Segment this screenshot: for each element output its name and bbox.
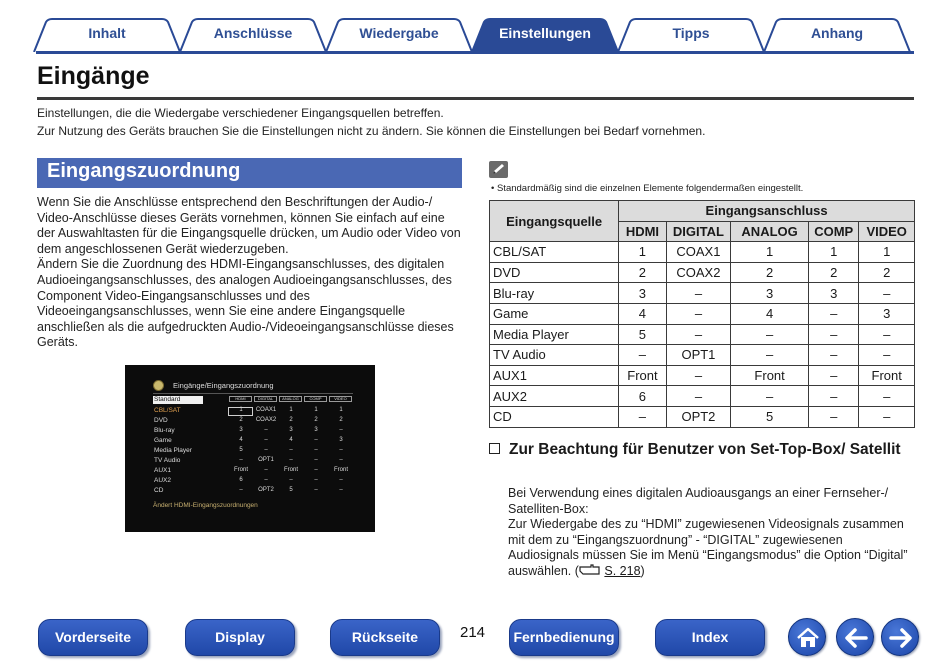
screen-cell: – [264,467,268,473]
screen-col-header: HDMI [229,396,252,402]
table-row [490,283,915,304]
section-paragraph-2: Ändern Sie die Zuordnung des HDMI-Eingangsanschlusses, des digitalen Audioeingangsanschlusses, des analogen Audioeingangsanschlusses, des Component Video-Eingangsanschlusses und des Videoeingangsanschlusses, wenn Sie eine andere Eingangsquelle anschließen als die aufgedruckten Audio-/Videoeingangsanschlüsse dieses Geräts. [37,257,454,350]
screen-cell: 2 [289,417,293,423]
screen-cell: 3 [314,427,318,433]
table-row [490,365,915,386]
table-cell: – [859,406,915,427]
table-cell: OPT2 [666,406,731,427]
screen-row [153,417,353,427]
forward-button[interactable] [881,618,919,656]
screen-cell: – [289,457,293,463]
section-paragraph-1: Wenn Sie die Anschlüsse entsprechend den Beschriftungen der Audio-/ Video-Anschlüsse dieses Geräts vornehmen, können Sie einfach auf eine der Auswahltasten für die Eingangsquelle drücken, um Audio oder Video von dem angeschlossenen Gerät wiederzugeben. [37,195,461,256]
home-button[interactable] [788,618,826,656]
table-cell-source: CD [490,406,619,427]
table-cell: – [859,324,915,345]
input-assign-table [489,200,915,428]
screen-row-name: DVD [154,417,168,424]
screen-cell: 2 [314,417,318,423]
table-cell: – [808,386,858,407]
table-cell: – [731,324,809,345]
table-cell: – [619,345,666,366]
screen-cell: 4 [239,437,243,443]
tab-underline [36,51,914,54]
table-cell-source: DVD [490,262,619,283]
table-cell-source: AUX1 [490,365,619,386]
screen-row-name: Blu-ray [154,427,175,434]
screen-cell: 5 [239,447,243,453]
table-row [490,242,915,263]
table-cell: 1 [619,242,666,263]
table-cell: – [666,303,731,324]
screen-col-header: VIDEO [329,396,352,402]
screen-cell: 2 [239,417,243,423]
subsection-heading [489,440,909,459]
screen-cell: – [339,477,343,483]
subsection-body [508,486,908,580]
page-title: Eingänge [37,62,150,90]
table-row [490,262,915,283]
table-cell: – [808,345,858,366]
screen-cell: – [289,477,293,483]
tab-4[interactable] [470,18,620,52]
table-col-header: VIDEO [859,221,915,242]
tab-label: Anschlüsse [213,25,293,41]
table-col-header: COMP [808,221,858,242]
screen-cell: OPT2 [258,487,274,493]
table-row [490,324,915,345]
arrow-right-icon [882,619,920,657]
table-cell: 3 [619,283,666,304]
section-body [37,195,462,351]
screen-row [153,427,353,437]
table-header-group: Eingangsanschluss [619,201,915,222]
screen-col-header: ANALOG [279,396,302,402]
table-row [490,386,915,407]
tab-1[interactable] [32,18,182,52]
screen-cell: – [289,447,293,453]
table-cell: Front [731,365,809,386]
note-text: • Standardmäßig sind die einzelnen Elemente folgendermaßen eingestellt. [491,183,804,194]
screen-cell: OPT1 [258,457,274,463]
screen-cell: 1 [314,407,318,413]
screen-cell: Front [333,467,348,473]
display-button[interactable]: Display [185,619,295,656]
table-cell: 1 [808,242,858,263]
screen-title: Eingänge/Eingangszuordnung [173,381,274,390]
subsection-paragraph-2 [508,517,908,579]
table-cell: – [666,365,731,386]
screen-row-name: AUX1 [154,467,171,474]
table-cell-source: Media Player [490,324,619,345]
tab-label: Tipps [672,25,710,41]
table-cell: 3 [859,303,915,324]
screen-cell: 1 [289,407,293,413]
screen-cell: – [314,447,318,453]
table-cell: 5 [619,324,666,345]
screen-cell: – [314,437,318,443]
remote-control-button[interactable]: Fernbedienung [509,619,619,656]
tab-6[interactable] [762,18,912,52]
table-cell: 2 [808,262,858,283]
screen-cell: – [264,477,268,483]
table-header-source: Eingangsquelle [490,201,619,242]
screen-cell: – [339,447,343,453]
screen-cell: – [314,477,318,483]
screen-rule [153,393,353,394]
table-cell: – [731,345,809,366]
screen-row [153,487,353,497]
table-col-header: ANALOG [731,221,809,242]
table-cell: – [666,386,731,407]
screen-cell: COAX1 [255,407,277,413]
screen-cell: 1 [339,407,343,413]
table-cell: – [859,283,915,304]
screen-row-name: CBL/SAT [154,407,181,414]
table-cell: – [666,283,731,304]
table-cell: COAX2 [666,262,731,283]
table-cell: – [859,345,915,366]
table-cell-source: AUX2 [490,386,619,407]
hand-pointer-icon [579,564,601,576]
tab-label: Inhalt [88,25,126,41]
screen-cell: – [339,487,343,493]
tab-label: Anhang [810,25,864,41]
page-number: 214 [460,624,486,641]
front-panel-button[interactable]: Vorderseite [38,619,148,656]
ref-paren-close: ) [640,563,645,578]
table-cell: – [808,365,858,386]
screen-row-name: AUX2 [154,477,171,484]
screen-cell: 5 [289,487,293,493]
screen-cell: – [314,457,318,463]
table-cell: 2 [859,262,915,283]
screen-cell: 2 [339,417,343,423]
screen-row-name: CD [154,487,164,494]
table-cell: – [619,406,666,427]
table-col-header: DIGITAL [666,221,731,242]
screen-row-name: TV Audio [154,457,181,464]
screen-cell: – [339,427,343,433]
tab-label: Einstellungen [499,25,591,41]
tab-3[interactable] [324,18,474,52]
table-cell: 1 [731,242,809,263]
tab-label: Wiedergabe [359,25,439,41]
screen-standard-item: Standard [153,396,203,404]
screen-cell: 1 [239,407,243,413]
checkbox-square-icon [489,443,500,454]
table-cell: – [808,406,858,427]
table-cell: – [808,303,858,324]
screen-cell: Front [233,467,248,473]
table-cell: – [808,324,858,345]
pencil-note-icon [489,161,508,178]
table-row [490,303,915,324]
ref-paren-open: ( [574,563,579,578]
table-cell: Front [859,365,915,386]
screen-cell: – [264,437,268,443]
tab-2[interactable] [178,18,328,52]
home-icon [789,619,827,657]
table-cell: 1 [859,242,915,263]
title-rule [37,97,914,100]
screen-col-header: DIGITAL [254,396,277,402]
screen-row [153,477,353,487]
subsection-paragraph-1: Bei Verwendung eines digitalen Audioausgangs an einer Fernseher-/ Satelliten-Box: [508,486,889,516]
note-text-body: Standardmäßig sind die einzelnen Elemente folgendermaßen eingestellt. [496,183,804,194]
screen-cell: 3 [339,437,343,443]
table-cell: 4 [619,303,666,324]
table-row [490,406,915,427]
menu-screenshot [125,365,375,532]
screen-cell: – [264,427,268,433]
screen-row [153,437,353,447]
arrow-left-icon [837,619,875,657]
rear-panel-button[interactable]: Rückseite [330,619,440,656]
screen-cell: – [239,457,243,463]
intro-line-2: Zur Nutzung des Geräts brauchen Sie die Einstellungen nicht zu ändern. Sie können die Einstellungen bei Bedarf vornehmen. [37,124,706,138]
screen-row [153,457,353,467]
table-cell: 2 [731,262,809,283]
table-cell: COAX1 [666,242,731,263]
intro-line-1: Einstellungen, die die Wiedergabe verschiedener Eingangsquellen betreffen. [37,106,444,120]
table-cell-source: TV Audio [490,345,619,366]
index-button[interactable]: Index [655,619,765,656]
screen-cell: 3 [239,427,243,433]
table-cell: 5 [731,406,809,427]
section-heading: Eingangszuordnung [37,158,462,188]
table-cell: – [666,324,731,345]
screen-cell: – [314,467,318,473]
screen-cell: – [314,487,318,493]
table-cell: OPT1 [666,345,731,366]
table-cell-source: Game [490,303,619,324]
table-cell-source: Blu-ray [490,283,619,304]
table-row [490,345,915,366]
screen-cell: – [264,447,268,453]
tab-bar [36,18,914,52]
subsection-heading-text: Zur Beachtung für Benutzer von Set-Top-Box/ Satellit [509,441,901,458]
table-cell-source: CBL/SAT [490,242,619,263]
input-menu-icon [153,380,164,391]
screen-cell: 3 [289,427,293,433]
screen-footer: Ändert HDMI-Eingangszuordnungen [153,502,258,509]
screen-cell: 6 [239,477,243,483]
table-cell: 3 [808,283,858,304]
back-button[interactable] [836,618,874,656]
screen-row [153,467,353,477]
tab-5[interactable] [616,18,766,52]
screen-row [153,447,353,457]
table-cell: – [731,386,809,407]
screen-col-header: COMP [304,396,327,402]
table-col-header: HDMI [619,221,666,242]
table-cell: Front [619,365,666,386]
screen-cell: 4 [289,437,293,443]
table-cell: 6 [619,386,666,407]
table-cell: 3 [731,283,809,304]
screen-cell: COAX2 [255,417,277,423]
screen-row-name: Game [154,437,172,444]
screen-cell: – [339,457,343,463]
table-cell: 2 [619,262,666,283]
screen-cell: Front [283,467,298,473]
table-cell: – [859,386,915,407]
screen-row-name: Media Player [154,447,192,454]
table-cell: 4 [731,303,809,324]
screen-cell: – [239,487,243,493]
screen-row [153,407,353,417]
subsection-paragraph-2-text: Zur Wiedergabe des zu “HDMI” zugewiesenen Videosignals zusammen mit dem zu “Eingangszuordnung” - “DIGITAL” zugewiesenen Audiosignals müssen Sie im Menü “Eingangsmodus” die Option “Digital” auswählen. [508,517,908,578]
page-reference-link[interactable]: S. 218 [604,563,641,578]
